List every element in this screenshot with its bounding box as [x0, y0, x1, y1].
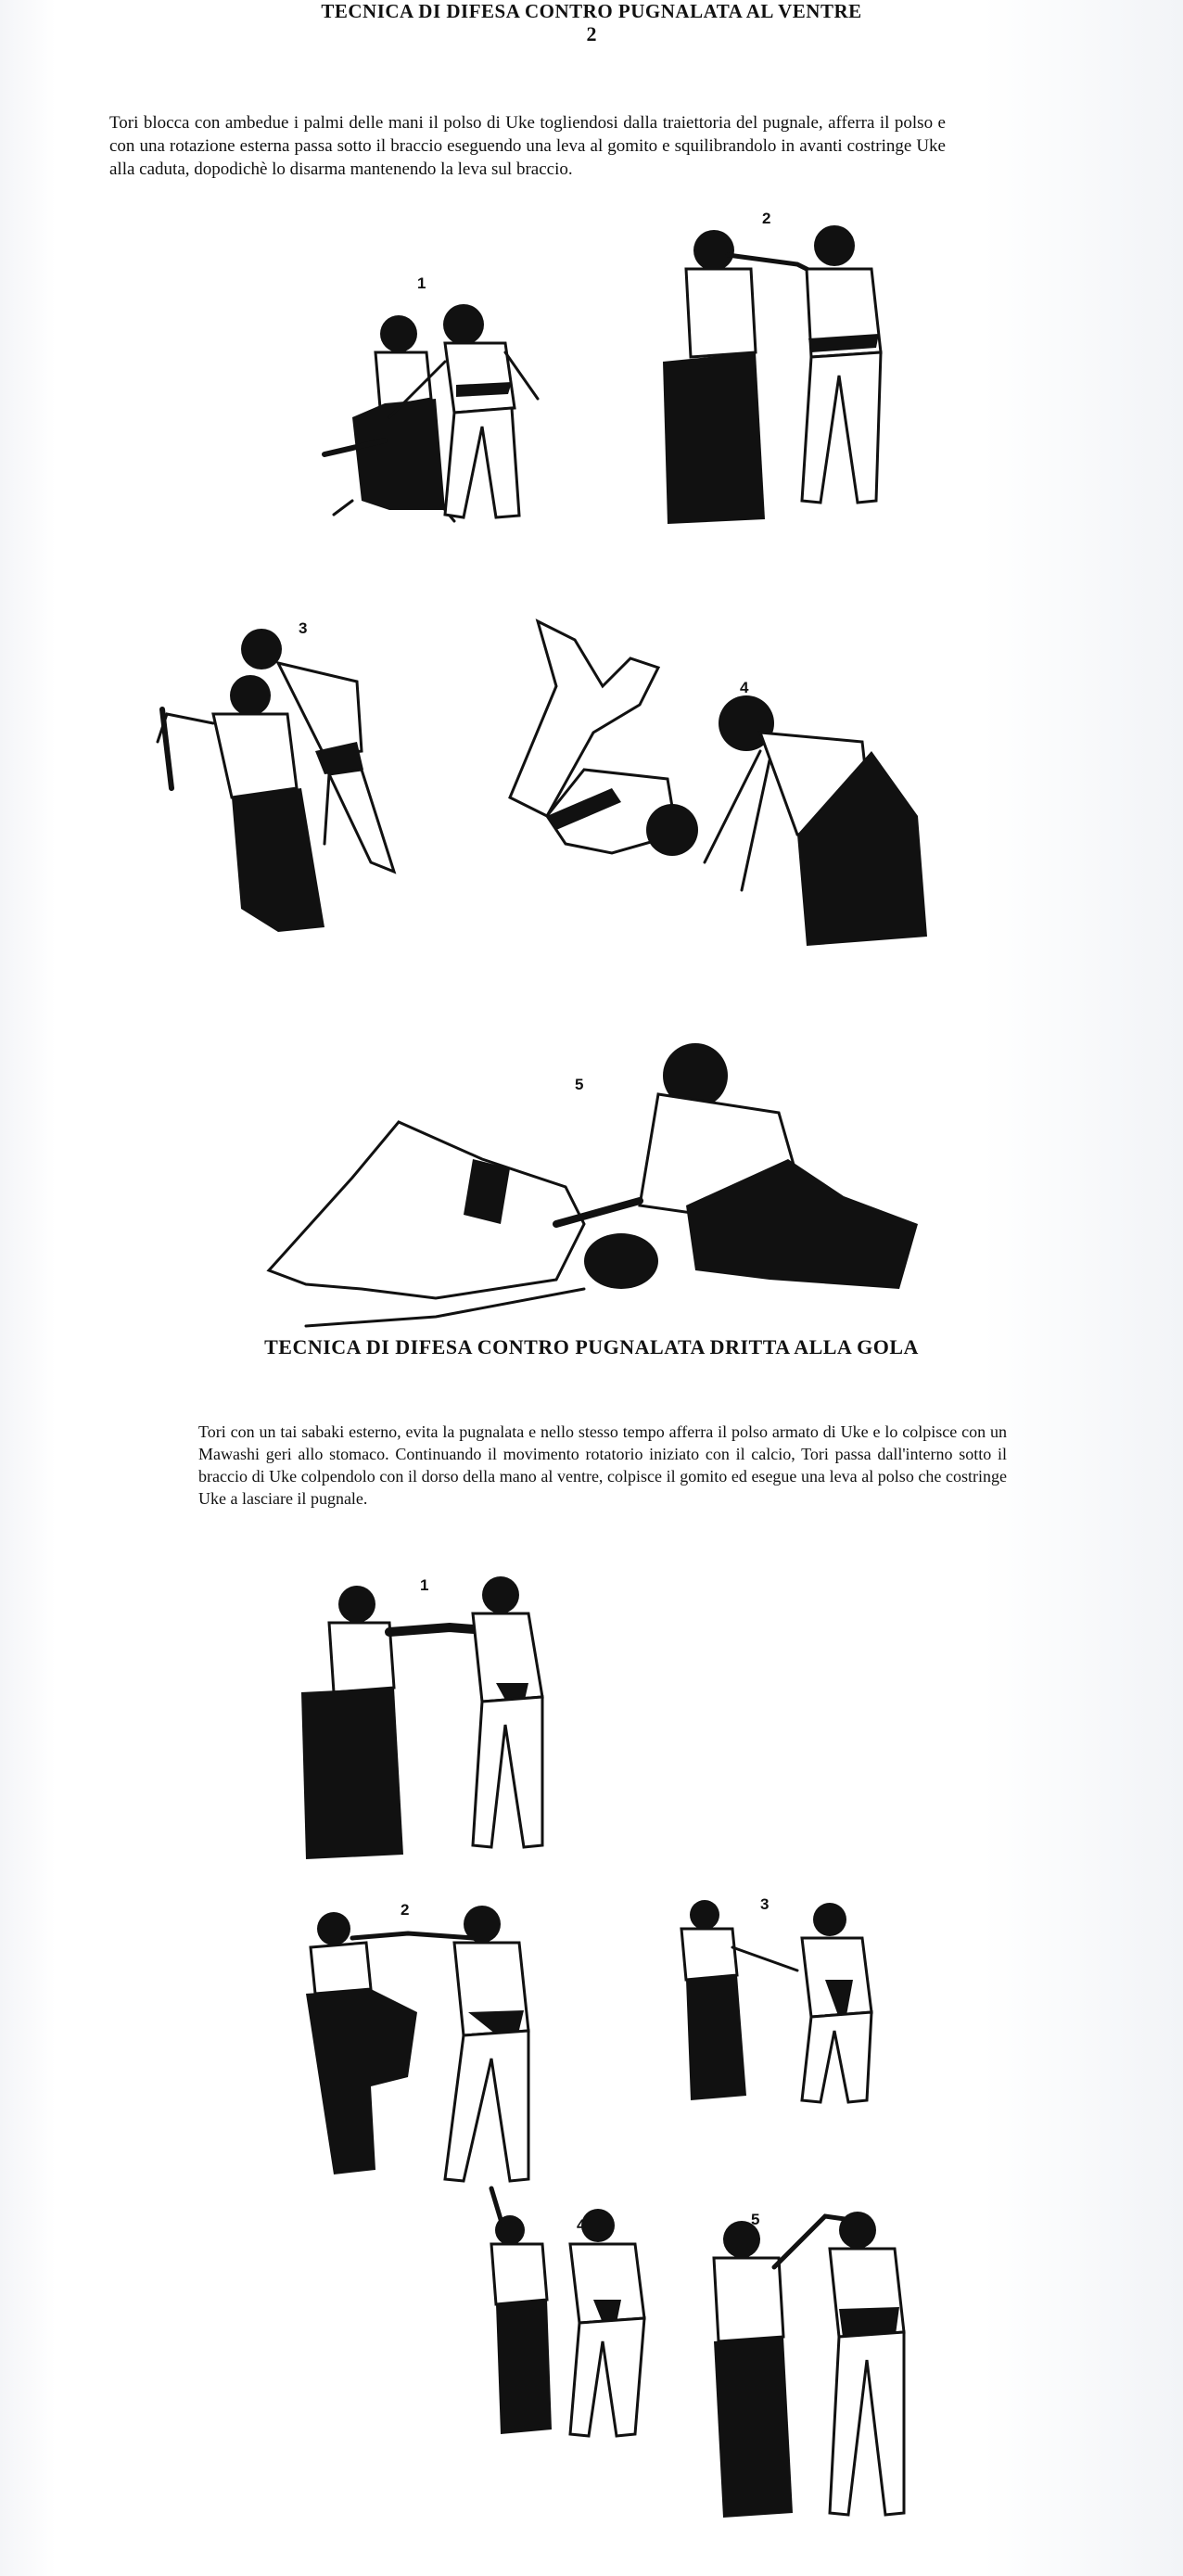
s1-figure-3-illustration	[148, 621, 464, 974]
s2-figure-1-number: 1	[420, 1576, 429, 1594]
s1-figure-4-illustration	[491, 612, 955, 964]
s2-figure-1	[287, 1576, 621, 1873]
s1-figure-2-illustration	[649, 213, 918, 547]
section2-paragraph: Tori con un tai sabaki esterno, evita la pugnalata e nello stesso tempo afferra il polso armato di Uke e lo colpisce con un Mawashi geri allo stomaco. Continuando il movimento rotatorio iniziato con il calcio, Tori passa dall'interno sotto il braccio di Uke colpendolo con il dorso della mano al ventre, colpisce il gomito ed esegue una leva al polso che costringe Uke a lasciare il pugnale.	[198, 1422, 1007, 1508]
s1-figure-3-number: 3	[299, 619, 308, 637]
s1-figure-2	[649, 210, 918, 547]
section1-paragraph: Tori blocca con ambedue i palmi delle mani il polso di Uke togliendosi dalla traiettoria del pugnale, afferra il polso e con una rotazione esterna passa sotto il braccio eseguendo una leva al gomito e squilibrandolo in avanti costringe Uke alla caduta, dopodichè lo disarma mantenendo la leva sul braccio.	[109, 113, 946, 179]
s1-figure-4-number: 4	[740, 679, 749, 696]
s1-figure-1	[297, 274, 612, 556]
s1-figure-5-illustration	[250, 1039, 955, 1335]
s2-figure-2-illustration	[297, 1901, 593, 2198]
s2-figure-3	[668, 1892, 909, 2114]
s2-figure-4	[464, 2179, 686, 2457]
page-number: 2	[586, 22, 597, 45]
s2-figure-2	[297, 1901, 593, 2198]
s1-figure-5	[250, 1039, 955, 1335]
s1-figure-1-illustration	[297, 278, 612, 556]
s2-figure-3-number: 3	[760, 1895, 770, 1913]
s2-figure-4-number: 4	[577, 2216, 586, 2234]
s1-figure-4	[491, 612, 955, 964]
s2-figure-5	[686, 2179, 927, 2531]
s2-figure-5-illustration	[686, 2179, 927, 2531]
s1-figure-3	[148, 621, 464, 974]
s2-figure-2-number: 2	[401, 1901, 410, 1919]
s2-figure-5-number: 5	[751, 2211, 760, 2228]
s1-figure-5-number: 5	[575, 1076, 584, 1093]
s2-figure-4-illustration	[464, 2179, 686, 2457]
head	[380, 315, 417, 352]
s1-figure-1-number: 1	[417, 274, 426, 292]
s1-figure-2-number: 2	[762, 210, 771, 227]
section1-title: TECNICA DI DIFESA CONTRO PUGNALATA AL VENTRE	[321, 0, 862, 22]
s2-figure-1-illustration	[287, 1576, 621, 1873]
section2-title: TECNICA DI DIFESA CONTRO PUGNALATA DRITTA ALLA GOLA	[264, 1335, 919, 1358]
s2-figure-3-illustration	[668, 1892, 909, 2114]
